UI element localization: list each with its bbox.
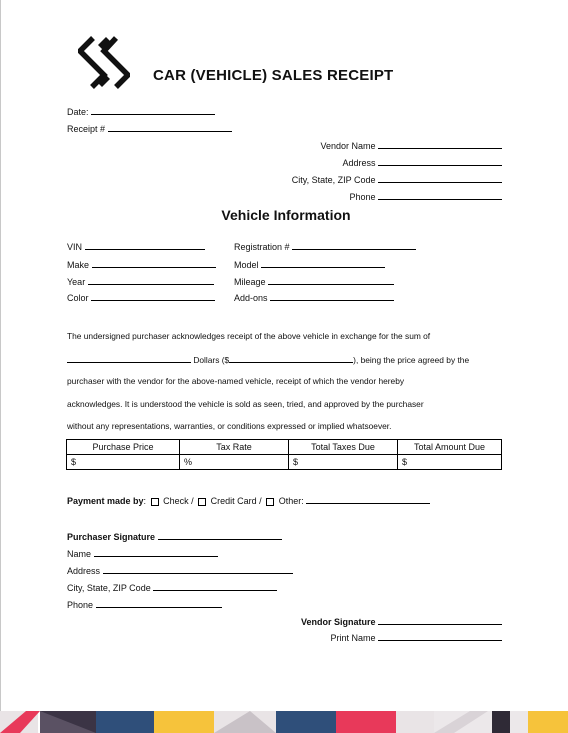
registration-label: Registration # <box>234 242 290 252</box>
make-line[interactable] <box>92 258 216 268</box>
make-field[interactable] <box>67 258 216 270</box>
registration-field[interactable] <box>234 240 416 252</box>
cell-total-amount[interactable]: $ <box>398 455 502 470</box>
vendor-address-label: Address <box>342 158 376 168</box>
vendor-print-name-label: Print Name <box>330 633 376 643</box>
purchaser-name-line[interactable] <box>94 547 218 557</box>
receipt-number-field[interactable] <box>67 122 232 134</box>
vendor-address-line[interactable] <box>378 156 502 166</box>
payment-method-row <box>67 494 430 506</box>
vendor-city-label: City, State, ZIP Code <box>291 175 376 185</box>
purchaser-address-label: Address <box>67 566 101 576</box>
vendor-city-field[interactable] <box>292 173 502 185</box>
other-label: Other: <box>278 496 304 506</box>
purchaser-phone-line[interactable] <box>96 598 222 608</box>
check-checkbox[interactable] <box>151 498 159 506</box>
purchaser-city-field[interactable] <box>67 581 277 593</box>
date-line[interactable] <box>91 105 215 115</box>
amount-words-line[interactable] <box>67 353 191 363</box>
vendor-print-name-line[interactable] <box>378 631 502 641</box>
vendor-signature-label: Vendor Signature <box>300 617 376 627</box>
header-purchase-price: Purchase Price <box>67 440 180 455</box>
addons-line[interactable] <box>270 291 394 301</box>
amount-number-line[interactable] <box>229 353 353 363</box>
company-logo <box>78 34 130 92</box>
vendor-signature-field[interactable] <box>301 615 502 627</box>
color-label: Color <box>67 293 89 303</box>
year-line[interactable] <box>88 275 214 285</box>
statement-line-1: The undersigned purchaser acknowledges receipt of the above vehicle in exchange for the sum of <box>67 331 431 341</box>
vehicle-section-title: Vehicle Information <box>221 207 351 223</box>
purchaser-city-line[interactable] <box>153 581 277 591</box>
statement-line-5: without any representations, warranties, or conditions expressed or implied whatsoever. <box>67 421 392 431</box>
vendor-phone-label: Phone <box>349 192 376 202</box>
vendor-phone-field[interactable] <box>349 190 502 202</box>
vin-label: VIN <box>67 242 83 252</box>
vendor-name-field[interactable] <box>320 139 502 151</box>
header-total-taxes: Total Taxes Due <box>289 440 398 455</box>
statement-line-2 <box>67 353 469 365</box>
purchaser-city-label: City, State, ZIP Code <box>67 583 151 593</box>
header-total-amount: Total Amount Due <box>398 440 502 455</box>
vin-line[interactable] <box>85 240 205 250</box>
purchaser-signature-line[interactable] <box>158 530 282 540</box>
dollars-label: Dollars ($ <box>193 355 230 365</box>
check-label: Check / <box>163 496 194 506</box>
payment-label: Payment made by <box>67 496 144 506</box>
receipt-number-line[interactable] <box>108 122 232 132</box>
purchaser-name-field[interactable] <box>67 547 218 559</box>
purchaser-signature-field[interactable] <box>67 530 282 542</box>
table-header-row <box>67 440 502 455</box>
year-field[interactable] <box>67 275 214 287</box>
year-label: Year <box>67 277 86 287</box>
registration-line[interactable] <box>292 240 416 250</box>
cell-total-taxes[interactable]: $ <box>289 455 398 470</box>
payment-colon: : <box>143 496 147 506</box>
vendor-print-name-field[interactable] <box>330 631 502 643</box>
addons-field[interactable] <box>234 291 394 303</box>
purchaser-phone-field[interactable] <box>67 598 222 610</box>
vendor-name-label: Vendor Name <box>320 141 376 151</box>
vendor-signature-line[interactable] <box>378 615 502 625</box>
vendor-city-line[interactable] <box>378 173 502 183</box>
purchaser-address-field[interactable] <box>67 564 293 576</box>
receipt-number-label: Receipt # <box>67 124 106 134</box>
model-label: Model <box>234 260 259 270</box>
vendor-phone-line[interactable] <box>378 190 502 200</box>
addons-label: Add-ons <box>234 293 268 303</box>
decorative-footer-band <box>0 711 568 733</box>
date-field[interactable] <box>67 105 215 117</box>
purchaser-signature-label: Purchaser Signature <box>67 532 156 542</box>
header-tax-rate: Tax Rate <box>180 440 289 455</box>
mileage-line[interactable] <box>268 275 394 285</box>
price-table <box>66 439 502 470</box>
credit-card-label: Credit Card / <box>210 496 262 506</box>
other-payment-line[interactable] <box>306 494 430 504</box>
mileage-field[interactable] <box>234 275 394 287</box>
purchaser-name-label: Name <box>67 549 92 559</box>
vendor-address-field[interactable] <box>342 156 502 168</box>
price-agreed-text: ), being the price agreed by the <box>353 355 470 365</box>
color-field[interactable] <box>67 291 215 303</box>
model-line[interactable] <box>261 258 385 268</box>
page-edge <box>0 0 1 733</box>
vendor-name-line[interactable] <box>378 139 502 149</box>
purchaser-phone-label: Phone <box>67 600 94 610</box>
other-checkbox[interactable] <box>266 498 274 506</box>
statement-line-4: acknowledges. It is understood the vehicle is sold as seen, tried, and approved by the purchaser <box>67 399 424 409</box>
date-label: Date: <box>67 107 89 117</box>
color-line[interactable] <box>91 291 215 301</box>
cell-purchase-price[interactable]: $ <box>67 455 180 470</box>
statement-line-3: purchaser with the vendor for the above-named vehicle, receipt of which the vendor hereby <box>67 376 405 386</box>
make-label: Make <box>67 260 90 270</box>
credit-card-checkbox[interactable] <box>198 498 206 506</box>
table-row <box>67 455 502 470</box>
page-title: CAR (VEHICLE) SALES RECEIPT <box>153 67 394 84</box>
model-field[interactable] <box>234 258 385 270</box>
purchaser-address-line[interactable] <box>103 564 293 574</box>
mileage-label: Mileage <box>234 277 266 287</box>
vin-field[interactable] <box>67 240 205 252</box>
cell-tax-rate[interactable]: % <box>180 455 289 470</box>
